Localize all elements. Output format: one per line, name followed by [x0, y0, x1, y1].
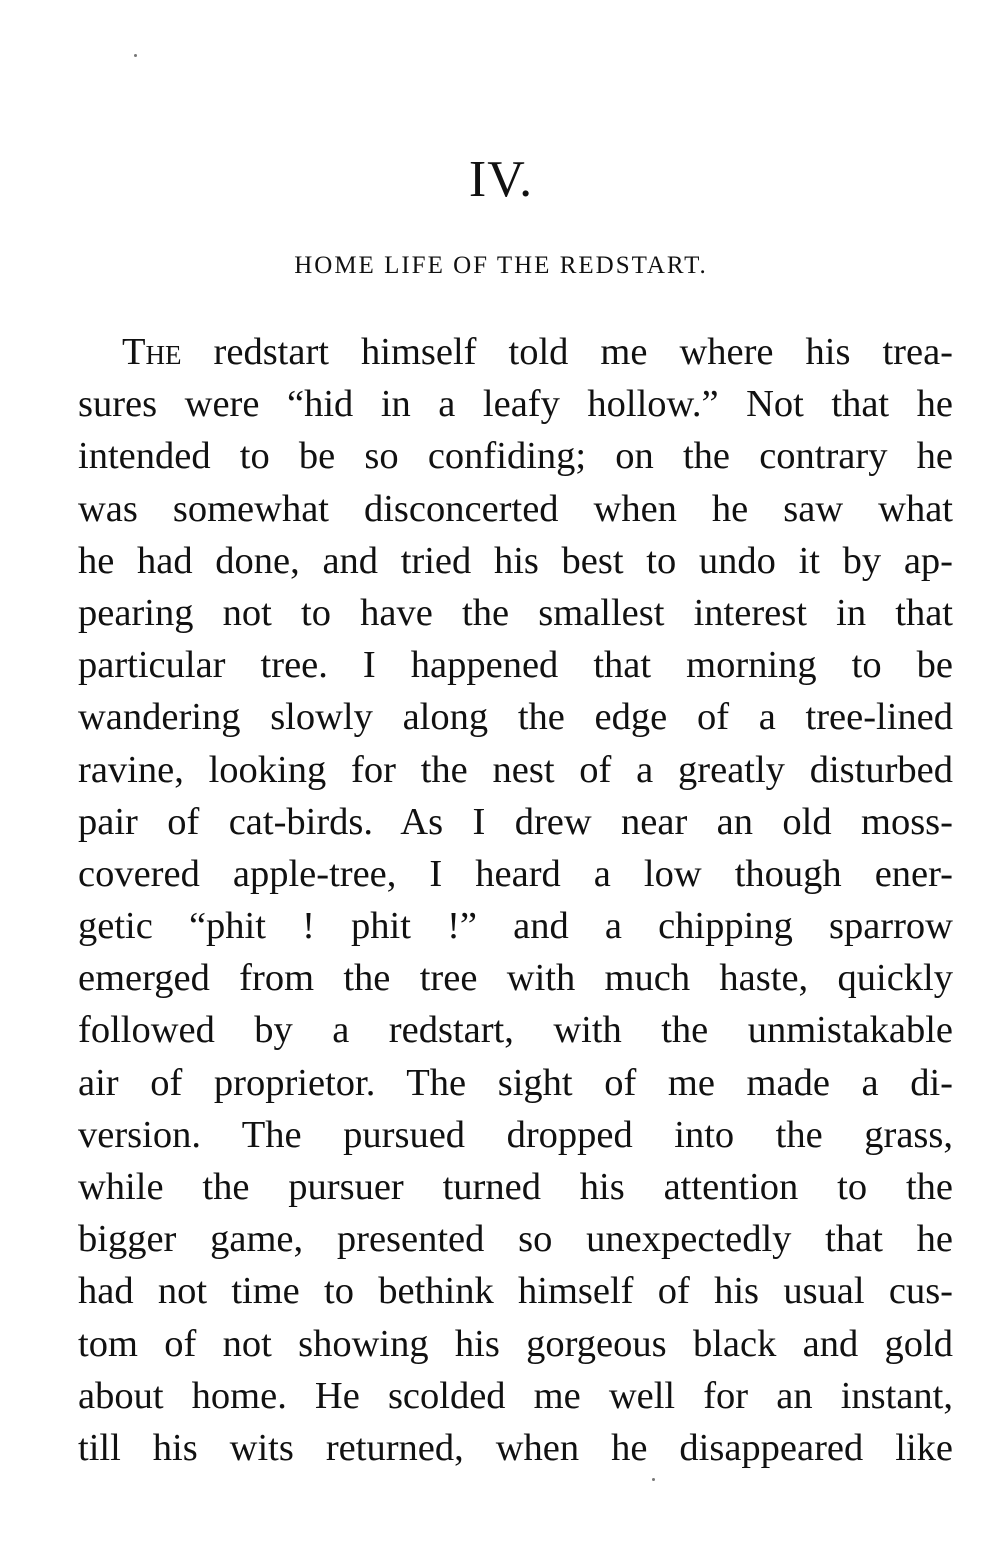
paragraph-line: version. The pursued dropped into the grass, [78, 1113, 953, 1156]
paragraph-line: till his wits returned, when he disappeared like [78, 1426, 953, 1469]
paragraph-line: ravine, looking for the nest of a greatly disturbed [78, 748, 953, 791]
chapter-body-paragraph [78, 326, 953, 1474]
paragraph-line: pair of cat-birds. As I drew near an old moss- [78, 800, 953, 843]
paragraph-line: particular tree. I happened that morning to be [78, 644, 953, 687]
paper-speck [134, 54, 137, 57]
paragraph-line: tom of not showing his gorgeous black and gold [78, 1322, 953, 1365]
paragraph-line: sures were “hid in a leafy hollow.” Not that he [78, 383, 953, 426]
first-line-text: redstart himself told me where his trea- [181, 331, 953, 373]
paragraph-line: was somewhat disconcerted when he saw what [78, 487, 953, 530]
chapter-number: IV. [468, 151, 534, 208]
paragraph-line: he had done, and tried his best to undo it by ap- [78, 539, 953, 582]
paragraph-line: had not time to bethink himself of his usual cus- [78, 1270, 953, 1313]
paragraph-line: bigger game, presented so unexpectedly that he [78, 1218, 953, 1261]
paragraph-line: wandering slowly along the edge of a tree-lined [78, 696, 953, 739]
paper-speck [652, 1478, 655, 1481]
paragraph-line: while the pursuer turned his attention to the [78, 1166, 953, 1208]
paragraph-line: emerged from the tree with much haste, quickly [78, 957, 953, 1000]
paragraph-line: getic “phit ! phit !” and a chipping sparrow [78, 905, 953, 948]
opening-word: The [122, 331, 182, 373]
chapter-title: HOME LIFE OF THE REDSTART. [294, 252, 708, 279]
paragraph-line [78, 326, 953, 378]
paragraph-line: about home. He scolded me well for an instant, [78, 1374, 953, 1417]
paragraph-line: intended to be so confiding; on the contrary he [78, 435, 953, 478]
paragraph-line: pearing not to have the smallest interest in that [78, 591, 953, 634]
paragraph-line: covered apple-tree, I heard a low though ener- [78, 852, 953, 895]
paragraph-line: air of proprietor. The sight of me made a di- [78, 1061, 953, 1104]
paragraph-line: followed by a redstart, with the unmistakable [78, 1009, 953, 1052]
